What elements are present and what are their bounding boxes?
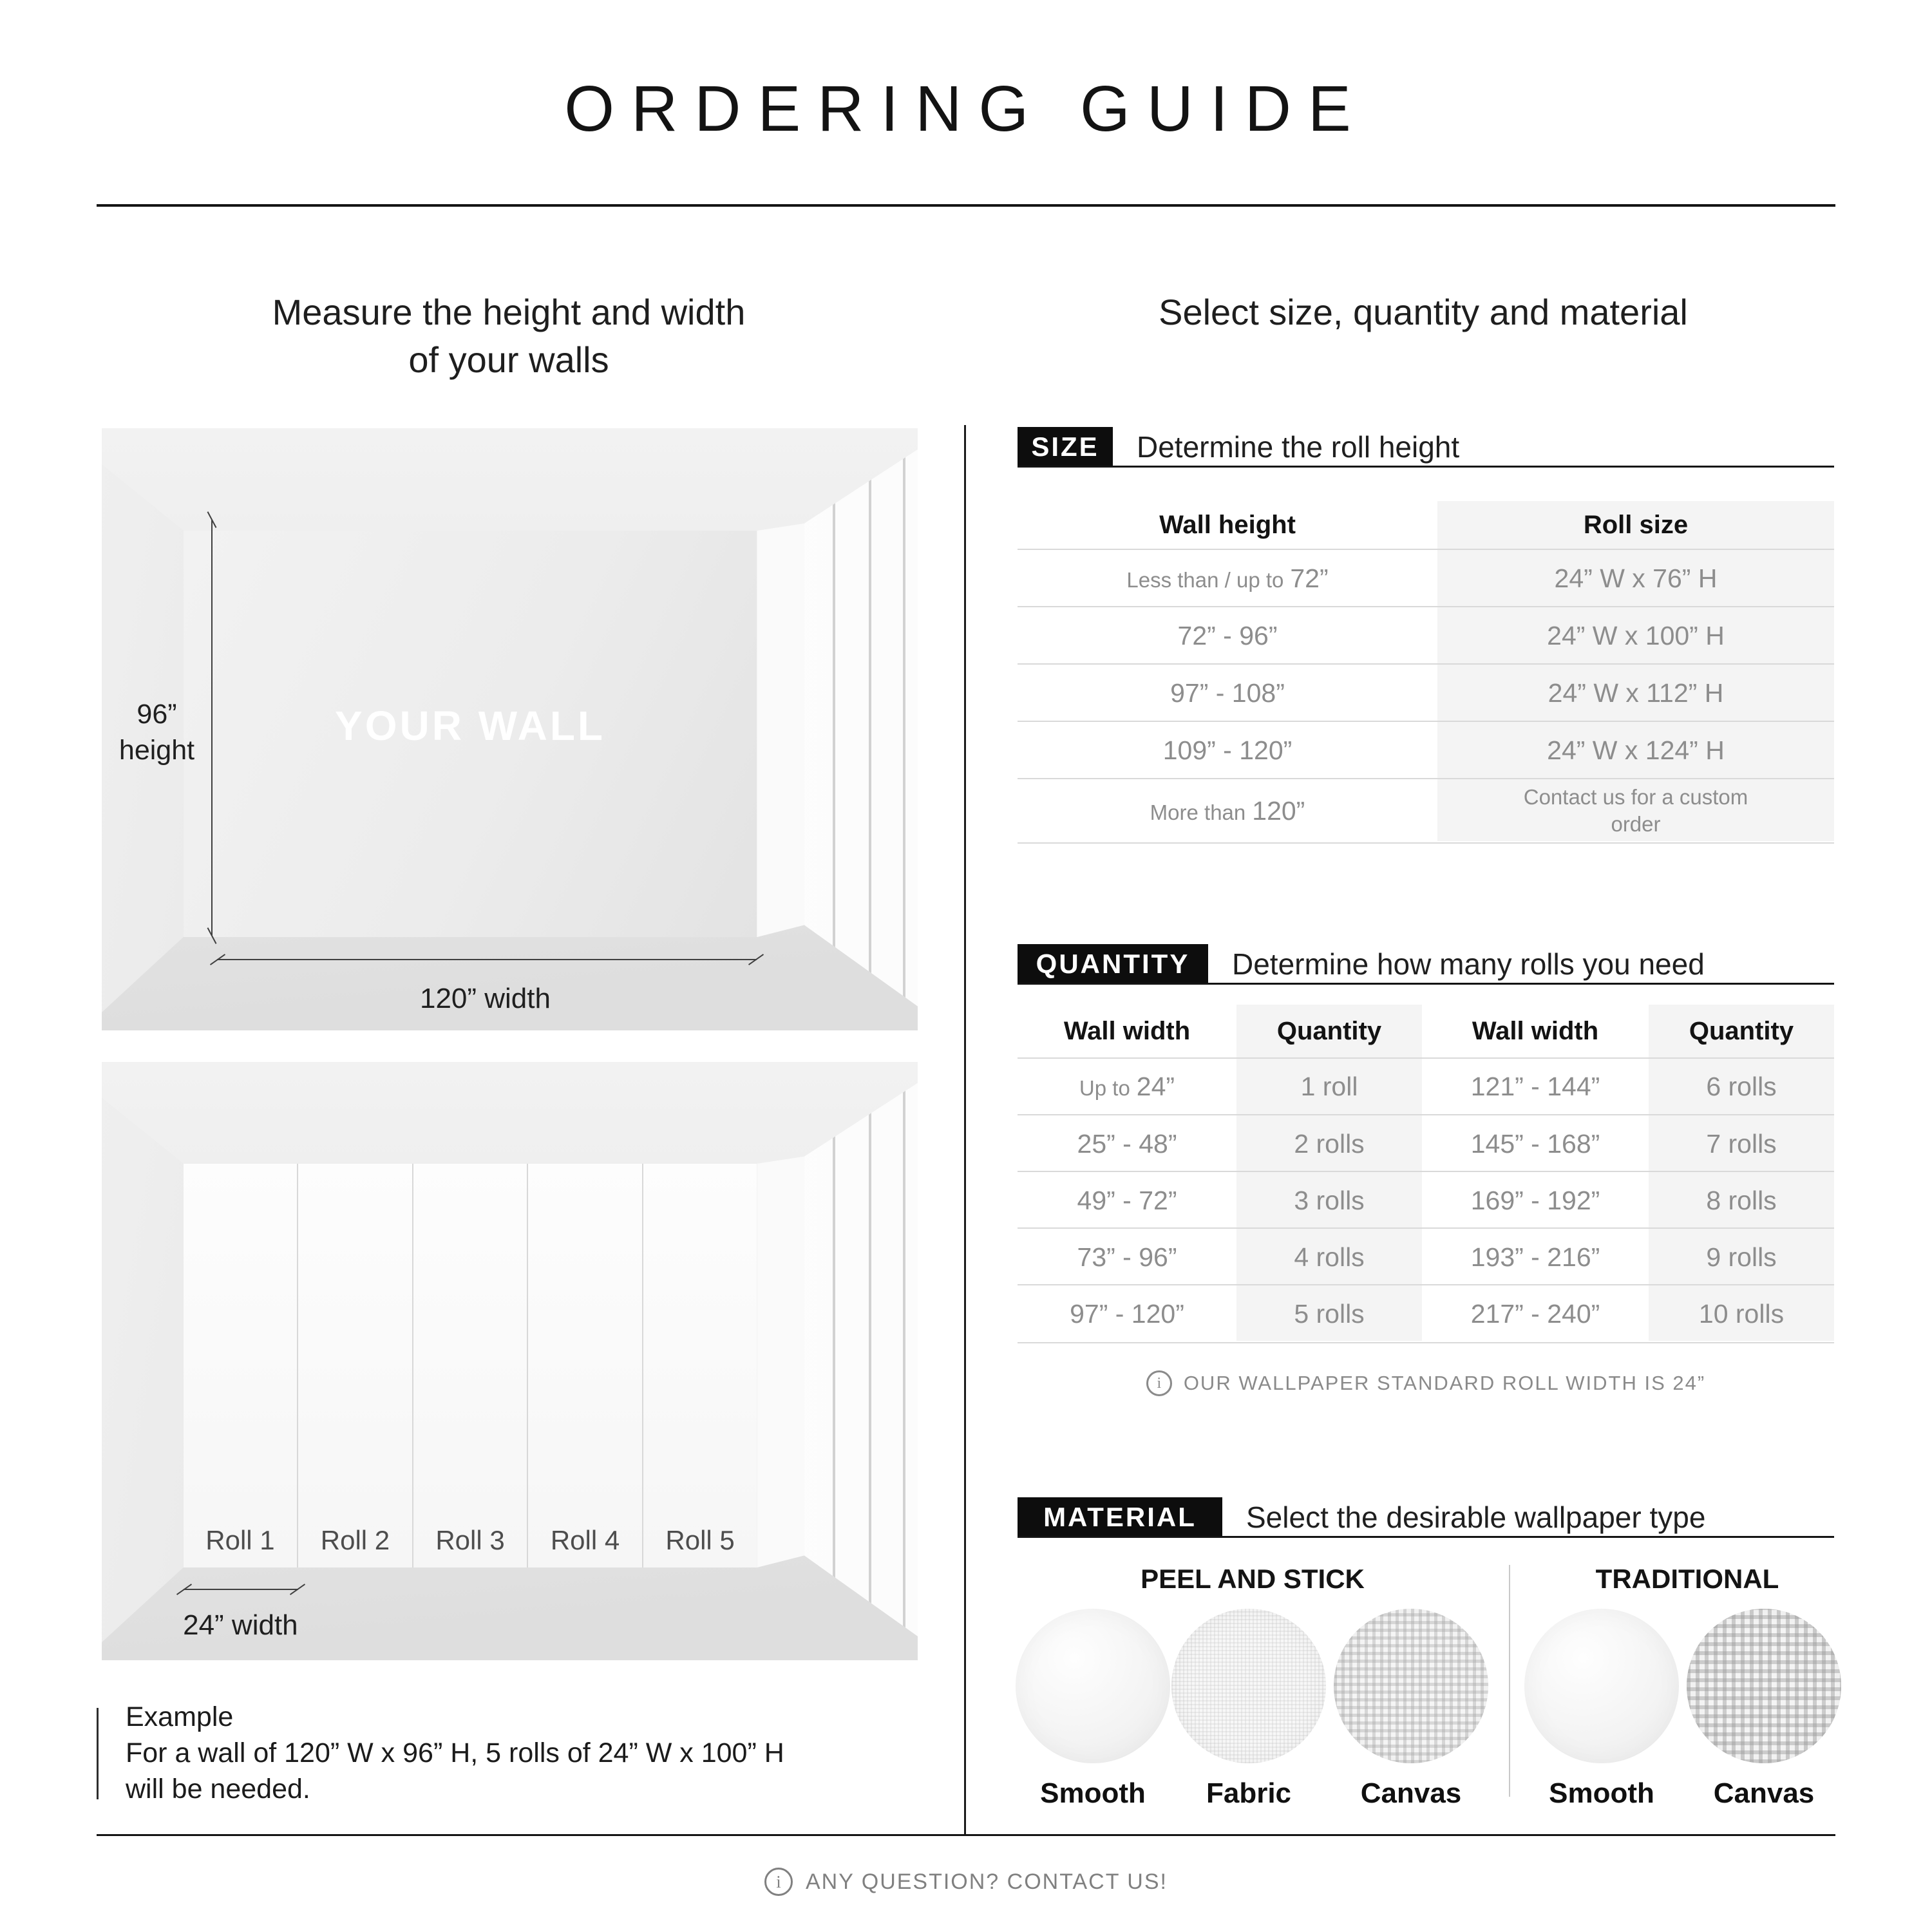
quantity-value: 3 rolls <box>1294 1185 1365 1215</box>
right-column-heading: Select size, quantity and material <box>1159 292 1688 332</box>
swatch-canvas-traditional <box>1687 1609 1841 1763</box>
info-icon: i <box>764 1868 793 1896</box>
col-header-wall-width: Wall width <box>1063 1016 1191 1045</box>
col-header-quantity: Quantity <box>1276 1016 1382 1045</box>
swatch-label-canvas-traditional: Canvas <box>1713 1777 1815 1809</box>
quantity-table-row <box>1018 1059 1834 1114</box>
roll-strip-1 <box>184 1164 299 1567</box>
page-title: ORDERING GUIDE <box>564 73 1368 145</box>
roll-strip-5 <box>643 1164 757 1567</box>
wall-width-value: 24” <box>1136 1071 1175 1101</box>
info-icon: i <box>1146 1370 1172 1396</box>
group-title-traditional: TRADITIONAL <box>1595 1564 1779 1594</box>
quantity-value: 7 rolls <box>1706 1128 1777 1159</box>
quantity-table-row <box>1018 1227 1834 1285</box>
window-mullion <box>833 428 835 1030</box>
footer <box>0 1868 1932 1896</box>
height-value: 96” <box>137 699 177 730</box>
quantity-value: 2 rolls <box>1294 1128 1365 1159</box>
roll-size-value: Contact us for a custom order <box>1523 785 1748 836</box>
example-line2: will be needed. <box>126 1774 310 1804</box>
material-section-rule <box>1018 1536 1834 1538</box>
left-column-heading <box>97 289 921 384</box>
quantity-section-header <box>1018 944 1834 984</box>
quantity-value: 4 rolls <box>1294 1242 1365 1272</box>
wall-width-value: 217” - 240” <box>1470 1298 1600 1329</box>
example-heading: Example <box>126 1701 234 1732</box>
example-block <box>126 1699 924 1807</box>
quantity-value: 9 rolls <box>1706 1242 1777 1272</box>
size-table-row <box>1018 606 1834 665</box>
quantity-value: 6 rolls <box>1706 1071 1777 1101</box>
footer-text: ANY QUESTION? CONTACT US! <box>806 1869 1168 1894</box>
roll-2-label: Roll 2 <box>320 1524 390 1555</box>
roll-strip-4 <box>528 1164 643 1567</box>
quantity-value: 8 rolls <box>1706 1185 1777 1215</box>
wall-width-value: 193” - 216” <box>1470 1242 1600 1272</box>
size-table-row <box>1018 663 1834 722</box>
roll-strip-3 <box>413 1164 529 1567</box>
height-dimension-label <box>110 696 204 768</box>
swatch-label-canvas-peel: Canvas <box>1360 1777 1462 1809</box>
material-badge: MATERIAL <box>1018 1497 1222 1537</box>
wall-width-value: 145” - 168” <box>1470 1128 1600 1159</box>
size-table-row <box>1018 778 1834 844</box>
size-table <box>1018 501 1834 841</box>
wall-width-value: 73” - 96” <box>1077 1242 1177 1272</box>
swatch-smooth-peel <box>1016 1609 1170 1763</box>
quantity-section-rule <box>1018 983 1834 985</box>
size-section-rule <box>1018 466 1834 468</box>
quantity-value: 5 rolls <box>1294 1298 1365 1329</box>
your-wall-label: YOUR WALL <box>335 703 606 750</box>
roll-width-dimension-label: 24” width <box>183 1609 298 1642</box>
roll-width-dimension-line <box>184 1589 299 1590</box>
col-header-wall-width: Wall width <box>1472 1016 1599 1045</box>
roll-3-label: Roll 3 <box>435 1524 505 1555</box>
left-heading-line1: Measure the height and width <box>272 292 746 332</box>
roll-size-value: 24” W x 100” H <box>1547 621 1725 650</box>
wall-width-value: 169” - 192” <box>1470 1185 1600 1215</box>
roll-1-label: Roll 1 <box>205 1524 275 1555</box>
height-dimension-line <box>211 520 213 936</box>
group-title-peel-and-stick: PEEL AND STICK <box>1141 1564 1365 1594</box>
wall-width-value: 97” - 120” <box>1070 1298 1184 1329</box>
quantity-table-row <box>1018 1114 1834 1172</box>
material-group-divider <box>1509 1565 1510 1797</box>
size-table-header-row <box>1018 501 1834 549</box>
wall-width-value: 121” - 144” <box>1470 1071 1600 1101</box>
roll-width-note-text: OUR WALLPAPER STANDARD ROLL WIDTH IS 24” <box>1183 1372 1706 1394</box>
swatch-fabric-peel <box>1171 1609 1326 1763</box>
size-table-row <box>1018 549 1834 607</box>
window-mullion <box>869 1062 871 1660</box>
roll-width-note <box>1018 1370 1834 1396</box>
size-table-row <box>1018 721 1834 779</box>
wall-height-prefix: Less than / up to <box>1126 568 1284 592</box>
left-heading-line2: of your walls <box>408 339 609 380</box>
roll-5-label: Roll 5 <box>665 1524 735 1555</box>
wall-height-value: 72” - 96” <box>1177 621 1278 650</box>
wall-width-value: 49” - 72” <box>1077 1185 1177 1215</box>
col-header-roll-size: Roll size <box>1583 510 1689 539</box>
window-mullion <box>833 1062 835 1660</box>
swatch-label-smooth-peel: Smooth <box>1040 1777 1146 1809</box>
quantity-table-row <box>1018 1284 1834 1343</box>
swatch-canvas-peel <box>1334 1609 1488 1763</box>
window-mullion <box>903 428 905 1030</box>
wall-height-prefix: More than <box>1150 800 1246 824</box>
wall-height-value: 72” <box>1290 564 1329 593</box>
swatch-smooth-traditional <box>1524 1609 1679 1763</box>
swatch-label-smooth-traditional: Smooth <box>1549 1777 1654 1809</box>
width-dimension-label: 120” width <box>419 983 551 1015</box>
wall-measurement-illustration <box>102 428 918 1030</box>
roll-size-value: 24” W x 76” H <box>1554 564 1718 593</box>
wall-height-value: 97” - 108” <box>1170 678 1285 708</box>
window-mullion <box>903 1062 905 1660</box>
size-description: Determine the roll height <box>1137 430 1460 464</box>
roll-size-value: 24” W x 124” H <box>1547 735 1725 765</box>
column-divider <box>964 425 966 1834</box>
col-header-wall-height: Wall height <box>1159 510 1296 539</box>
rolls-layout-illustration <box>102 1062 918 1660</box>
swatch-label-fabric-peel: Fabric <box>1206 1777 1292 1809</box>
material-section-header <box>1018 1497 1834 1537</box>
wall-height-value: 120” <box>1252 795 1305 826</box>
size-section-header <box>1018 427 1834 467</box>
footer-divider <box>97 1834 1835 1836</box>
wall-width-value: 25” - 48” <box>1077 1128 1177 1159</box>
height-word: height <box>118 735 195 766</box>
roll-4-label: Roll 4 <box>550 1524 620 1555</box>
example-accent-bar <box>97 1708 99 1799</box>
roll-size-value: 24” W x 112” H <box>1548 678 1724 708</box>
quantity-value: 10 rolls <box>1698 1298 1785 1329</box>
col-header-quantity: Quantity <box>1689 1016 1794 1045</box>
quantity-badge: QUANTITY <box>1018 944 1208 984</box>
quantity-table-header-row <box>1018 1005 1834 1059</box>
quantity-description: Determine how many rolls you need <box>1232 947 1705 981</box>
roll-strip-2 <box>298 1164 413 1567</box>
quantity-value: 1 roll <box>1300 1071 1358 1101</box>
example-line1: For a wall of 120” W x 96” H, 5 rolls of 24” W x 100” H <box>126 1738 784 1768</box>
width-dimension-line <box>217 959 757 960</box>
quantity-table <box>1018 1005 1834 1341</box>
material-description: Select the desirable wallpaper type <box>1246 1501 1706 1534</box>
size-badge: SIZE <box>1018 427 1113 467</box>
header-divider <box>97 204 1835 207</box>
window-mullion <box>869 428 871 1030</box>
quantity-table-row <box>1018 1171 1834 1229</box>
wallpaper-roll-strips <box>184 1164 757 1567</box>
wall-height-value: 109” - 120” <box>1162 735 1293 765</box>
wall-width-prefix: Up to <box>1079 1075 1130 1100</box>
